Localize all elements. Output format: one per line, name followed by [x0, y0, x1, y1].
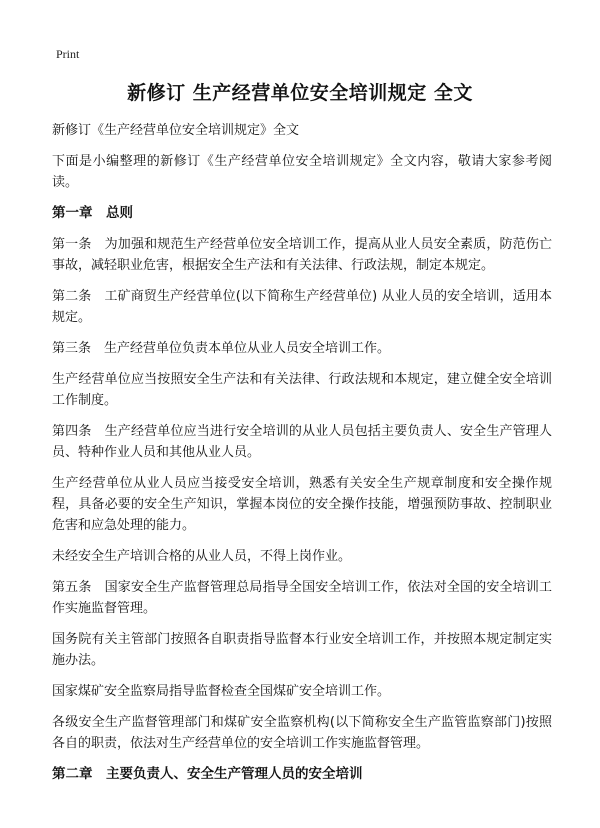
print-label: Print — [56, 47, 80, 61]
article-paragraph: 国务院有关主管部门按照各自职责指导监督本行业安全培训工作，并按照本规定制定实施办法。 — [52, 632, 552, 668]
article-paragraph: 第五条 国家安全生产监督管理总局指导全国安全培训工作，依法对全国的安全培训工作实施监督管理。 — [52, 580, 552, 616]
chapter-heading: 第二章 主要负责人、安全生产管理人员的安全培训 — [52, 766, 363, 782]
intro-line: 新修订《生产经营单位安全培训规定》全文 — [52, 123, 300, 138]
article-paragraph: 未经安全生产培训合格的从业人员，不得上岗作业。 — [52, 549, 352, 564]
article-paragraph: 国家煤矿安全监察局指导监督检查全国煤矿安全培训工作。 — [52, 684, 391, 699]
intro-paragraph: 下面是小编整理的新修订《生产经营单位安全培训规定》全文内容，敬请大家参考阅读。 — [52, 154, 552, 190]
article-paragraph: 第四条 生产经营单位应当进行安全培训的从业人员包括主要负责人、安全生产管理人员、特种作业人员和其他从业人员。 — [52, 424, 552, 460]
document-title: 新修订 生产经营单位安全培训规定 全文 — [127, 82, 473, 104]
article-paragraph: 生产经营单位从业人员应当接受安全培训，熟悉有关安全生产规章制度和安全操作规程，具备必要的安全生产知识，掌握本岗位的安全操作技能，增强预防事故、控制职业危害和应急处理的能力。 — [52, 476, 552, 533]
article-paragraph: 第三条 生产经营单位负责本单位从业人员安全培训工作。 — [52, 341, 391, 356]
article-paragraph: 生产经营单位应当按照安全生产法和有关法律、行政法规和本规定，建立健全安全培训工作制度。 — [52, 372, 552, 408]
document-body — [52, 120, 552, 795]
article-paragraph: 各级安全生产监督管理部门和煤矿安全监察机构(以下简称安全生产监管监察部门)按照各自的职责，依法对生产经营单位的安全培训工作实施监督管理。 — [52, 715, 552, 751]
article-paragraph: 第一条 为加强和规范生产经营单位安全培训工作，提高从业人员安全素质，防范伤亡事故，减轻职业危害，根据安全生产法和有关法律、行政法规，制定本规定。 — [52, 237, 552, 273]
article-paragraph: 第二条 工矿商贸生产经营单位(以下简称生产经营单位) 从业人员的安全培训，适用本规定。 — [52, 289, 552, 325]
chapter-heading: 第一章 总则 — [52, 205, 133, 221]
